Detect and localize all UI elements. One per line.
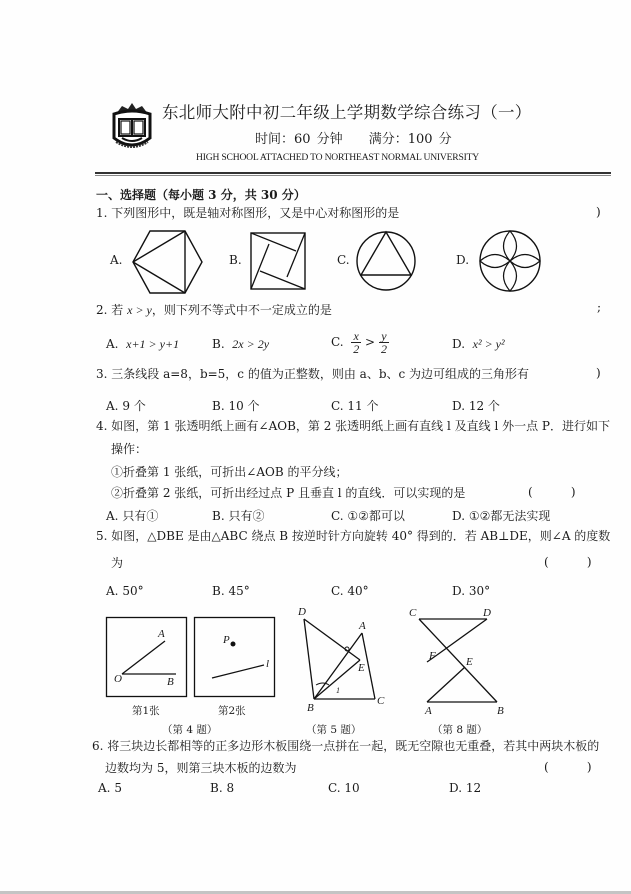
svg-text:E: E	[358, 662, 365, 674]
svg-text:1: 1	[336, 686, 340, 695]
option-b: B. 45°	[212, 584, 250, 598]
answer-paren: )	[596, 366, 601, 380]
svg-text:D: D	[298, 606, 306, 618]
question-number: 5.	[96, 529, 108, 543]
option-b: B. 8	[210, 781, 235, 795]
option-c: C. 40°	[331, 584, 369, 598]
school-crest-icon	[108, 100, 156, 150]
option-c: C. $\frac{x}{2}$ > $\frac{y}{2}$	[331, 329, 387, 356]
circle-triangle-figure	[356, 230, 416, 292]
option-a: A. 9 个	[106, 399, 146, 413]
question-4-line2: 操作：	[111, 442, 148, 456]
option-d: D. 30°	[452, 584, 491, 598]
option-c: C. ①②都可以	[331, 509, 405, 523]
svg-text:C: C	[377, 695, 385, 707]
exam-meta	[255, 128, 452, 147]
page-title: 东北师大附中初二年级上学期数学综合练习（一）	[162, 103, 532, 122]
svg-text:P: P	[223, 634, 230, 646]
time-limit: 时间：60 分钟	[255, 132, 343, 147]
option-a: A. 只有①	[106, 509, 159, 523]
option-c: C. 11 个	[331, 399, 379, 413]
figure-4-caption: （第 4 题）	[162, 724, 218, 736]
question-4-line1: 4. 如图，第 1 张透明纸上画有∠AOB，第 2 张透明纸上画有直线 l 及直线 l 外一点 P．进行如下	[96, 419, 611, 433]
question-3	[96, 368, 529, 380]
question-number: 1.	[96, 206, 108, 220]
figure-8-caption: （第 8 题）	[432, 724, 488, 736]
hexagon-figure	[132, 230, 204, 294]
option-label-c: C.	[337, 253, 350, 267]
figure-8	[405, 605, 510, 715]
answer-paren: )	[596, 205, 601, 219]
svg-text:F: F	[429, 650, 436, 662]
figure-5-caption: （第 5 题）	[306, 724, 362, 736]
svg-text:B: B	[307, 702, 314, 714]
question-4-line4: ②折叠第 2 张纸，可折出经过点 P 且垂直 l 的直线．可以实现的是	[111, 486, 466, 500]
svg-text:A: A	[158, 628, 165, 640]
option-d: D. x² > y²	[452, 337, 505, 351]
question-6-line1: 6. 将三块边长都相等的正多边形木板围绕一点拼在一起，既无空隙也无重叠，若其中两块木板的	[92, 739, 600, 753]
question-text: 三条线段 a=8，b=5，c 的值为正整数，则由 a、b、c 为边可组成的三角形有	[111, 367, 530, 381]
full-score: 满分：100 分	[368, 132, 452, 147]
question-5-line2: 为	[111, 556, 124, 570]
svg-text:D: D	[483, 607, 491, 619]
svg-text:A: A	[359, 620, 366, 632]
option-label-b: B.	[229, 253, 242, 267]
header-divider	[95, 172, 611, 174]
condition: x > y	[127, 303, 152, 317]
svg-text:l: l	[266, 658, 270, 670]
option-d: D. 12	[449, 781, 482, 795]
figure-4-sheet-1	[106, 617, 188, 697]
circle-petals-figure	[479, 230, 541, 292]
option-b: B. 10 个	[212, 399, 260, 413]
question-1	[96, 207, 399, 219]
question-number: 4.	[96, 419, 108, 433]
option-label-d: D.	[456, 253, 470, 267]
figure-4-sheet-2	[194, 617, 276, 697]
option-d: D. ①②都无法实现	[452, 509, 551, 523]
question-number: 3.	[96, 367, 108, 381]
svg-text:E: E	[466, 656, 473, 668]
svg-text:B: B	[497, 705, 504, 717]
figure-caption: 第1张	[132, 705, 160, 717]
answer-paren: ( )	[544, 760, 592, 774]
section-heading: 一、选择题（每小题 3 分，共 30 分）	[96, 188, 306, 202]
question-number: 2.	[96, 303, 108, 317]
option-b: B. 2x > 2y	[212, 337, 270, 351]
question-2: 2. 若 x > y，则下列不等式中不一定成立的是	[96, 303, 332, 317]
svg-text:A: A	[425, 705, 432, 717]
option-a: A. 5	[98, 781, 122, 795]
question-number: 6.	[92, 739, 104, 753]
answer-paren: ;	[597, 300, 602, 314]
question-text: 下列图形中，既是轴对称图形，又是中心对称图形的是	[111, 206, 400, 220]
header-divider-thin	[95, 175, 611, 176]
option-a: A. 50°	[106, 584, 144, 598]
question-5-line1: 5. 如图，△DBE 是由△ABC 绕点 B 按逆时针方向旋转 40° 得到的．若 AB⊥DE，则∠A 的度数	[96, 529, 611, 543]
figure-caption: 第2张	[218, 705, 246, 717]
svg-text:B: B	[167, 676, 174, 688]
answer-paren: ( )	[544, 555, 592, 569]
answer-paren: ( )	[528, 485, 576, 499]
svg-text:O: O	[114, 673, 122, 685]
svg-text:C: C	[409, 607, 417, 619]
option-b: B. 只有②	[212, 509, 265, 523]
option-label-a: A.	[110, 253, 123, 267]
option-d: D. 12 个	[452, 399, 500, 413]
figure-5	[295, 605, 395, 715]
question-4-line3: ①折叠第 1 张纸，可折出∠AOB 的平分线；	[111, 465, 348, 479]
option-a: A. x+1 > y+1	[106, 337, 180, 351]
square-figure	[250, 232, 306, 290]
option-c: C. 10	[328, 781, 360, 795]
question-6-line2: 边数均为 5，则第三块木板的边数为	[105, 761, 297, 775]
school-english-name: HIGH SCHOOL ATTACHED TO NORTHEAST NORMAL UNIVERSITY	[196, 152, 480, 163]
